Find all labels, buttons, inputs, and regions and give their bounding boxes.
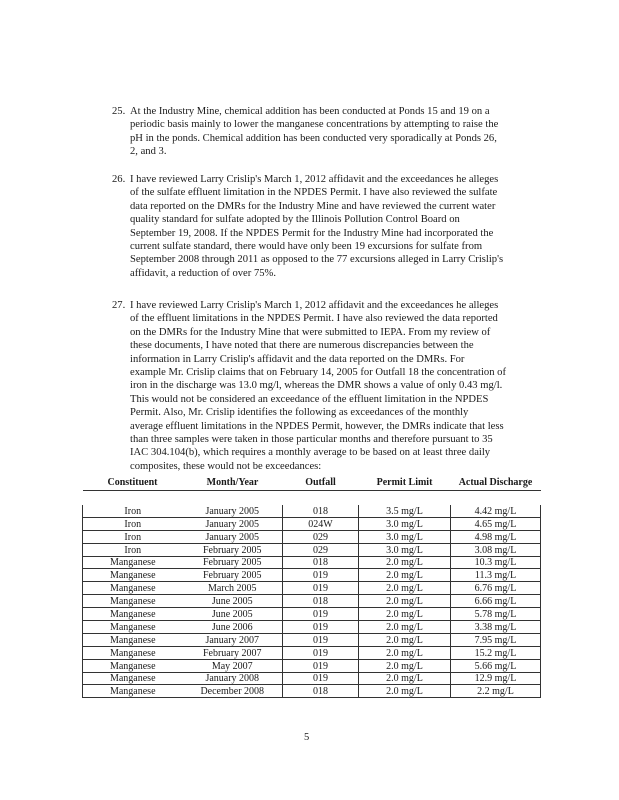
- text-line: example Mr. Crislip claims that on February 14, 2005 for Outfall 18 the concentration of: [130, 367, 506, 379]
- table-row: [83, 582, 541, 595]
- cell-actual-discharge: 3.08 mg/L: [451, 543, 541, 556]
- cell-outfall: 024W: [283, 517, 359, 530]
- cell-constituent: Manganese: [83, 556, 183, 569]
- cell-actual-discharge: 5.66 mg/L: [451, 659, 541, 672]
- cell-outfall: 019: [283, 672, 359, 685]
- text-line: data reported on the DMRs for the Industry Mine and have reviewed the current water: [130, 200, 496, 212]
- text-line: of the effluent limitations in the NPDES Permit. I have also reviewed the data reported: [130, 313, 498, 325]
- cell-actual-discharge: 4.65 mg/L: [451, 517, 541, 530]
- header-permit-limit: Permit Limit: [359, 474, 451, 491]
- cell-permit-limit: 3.5 mg/L: [359, 505, 451, 517]
- cell-permit-limit: 2.0 mg/L: [359, 672, 451, 685]
- text-line: quality standard for sulfate adopted by the Illinois Pollution Control Board on: [130, 214, 460, 226]
- cell-actual-discharge: 2.2 mg/L: [451, 685, 541, 698]
- table-row: [83, 659, 541, 672]
- cell-constituent: Manganese: [83, 633, 183, 646]
- text-line: affidavit, a reduction of over 75%.: [130, 267, 277, 279]
- cell-month-year: January 2007: [183, 633, 283, 646]
- cell-outfall: 019: [283, 569, 359, 582]
- text-line: information in Larry Crislip's affidavit and the data reported on the DMRs. For: [130, 353, 465, 365]
- cell-month-year: January 2005: [183, 530, 283, 543]
- cell-permit-limit: 2.0 mg/L: [359, 633, 451, 646]
- paragraph-text: [130, 299, 544, 473]
- cell-constituent: Iron: [83, 543, 183, 556]
- table-body: [83, 491, 541, 698]
- cell-actual-discharge: 4.98 mg/L: [451, 530, 541, 543]
- exceedance-table: [82, 474, 541, 698]
- table-row: [83, 543, 541, 556]
- cell-constituent: Manganese: [83, 672, 183, 685]
- text-line: of the sulfate effluent limitation in the NPDES Permit. I have also reviewed the sulfate: [130, 187, 498, 199]
- cell-permit-limit: 2.0 mg/L: [359, 569, 451, 582]
- table-row: [83, 530, 541, 543]
- paragraph-text: [130, 173, 544, 280]
- text-line: I have reviewed Larry Crislip's March 1, 2012 affidavit and the exceedances he alleges: [130, 300, 499, 311]
- cell-constituent: Iron: [83, 517, 183, 530]
- cell-actual-discharge: 10.3 mg/L: [451, 556, 541, 569]
- cell-month-year: March 2005: [183, 582, 283, 595]
- cell-actual-discharge: 3.38 mg/L: [451, 621, 541, 634]
- cell-outfall: 029: [283, 543, 359, 556]
- header-constituent: Constituent: [83, 474, 183, 491]
- cell-constituent: Manganese: [83, 595, 183, 608]
- text-line: Permit. Also, Mr. Crislip identifies the following as exceedances of the monthly: [130, 407, 469, 419]
- cell-actual-discharge: 5.78 mg/L: [451, 608, 541, 621]
- cell-outfall: 019: [283, 582, 359, 595]
- cell-outfall: 019: [283, 621, 359, 634]
- cell-permit-limit: 2.0 mg/L: [359, 646, 451, 659]
- cell-outfall: 018: [283, 556, 359, 569]
- cell-permit-limit: 3.0 mg/L: [359, 517, 451, 530]
- cell-outfall: 029: [283, 530, 359, 543]
- cell-month-year: December 2008: [183, 685, 283, 698]
- paragraph-text: [130, 105, 544, 159]
- cell-month-year: May 2007: [183, 659, 283, 672]
- table-row: [83, 646, 541, 659]
- text-line: pH in the ponds. Chemical addition has been conducted very sporadically at Ponds 26,: [130, 132, 497, 144]
- text-line: IAC 304.104(b), which requires a monthly average to be based on at least three daily: [130, 447, 491, 459]
- cell-constituent: Manganese: [83, 659, 183, 672]
- cell-actual-discharge: 6.76 mg/L: [451, 582, 541, 595]
- cell-constituent: Manganese: [83, 646, 183, 659]
- cell-permit-limit: 2.0 mg/L: [359, 685, 451, 698]
- cell-actual-discharge: 4.42 mg/L: [451, 505, 541, 517]
- text-line: composites, these would not be exceedances:: [130, 460, 322, 472]
- table-header-row: [83, 474, 541, 491]
- table-row: [83, 505, 541, 517]
- cell-actual-discharge: 12.9 mg/L: [451, 672, 541, 685]
- cell-month-year: February 2005: [183, 569, 283, 582]
- cell-outfall: 018: [283, 685, 359, 698]
- cell-month-year: January 2005: [183, 517, 283, 530]
- cell-permit-limit: 2.0 mg/L: [359, 608, 451, 621]
- header-outfall: Outfall: [283, 474, 359, 491]
- table-row: [83, 556, 541, 569]
- text-line: 2, and 3.: [130, 146, 167, 158]
- cell-outfall: 018: [283, 595, 359, 608]
- table-row: [83, 685, 541, 698]
- cell-month-year: January 2005: [183, 505, 283, 517]
- cell-month-year: January 2008: [183, 672, 283, 685]
- paragraph-number: 26.: [112, 174, 126, 185]
- cell-outfall: 019: [283, 646, 359, 659]
- cell-permit-limit: 2.0 mg/L: [359, 582, 451, 595]
- cell-month-year: June 2005: [183, 608, 283, 621]
- cell-permit-limit: 3.0 mg/L: [359, 543, 451, 556]
- cell-constituent: Iron: [83, 505, 183, 517]
- cell-month-year: February 2005: [183, 543, 283, 556]
- cell-permit-limit: 2.0 mg/L: [359, 659, 451, 672]
- cell-constituent: Manganese: [83, 569, 183, 582]
- table-row: [83, 608, 541, 621]
- text-line: these documents, I have noted that there are numerous discrepancies between the: [130, 340, 474, 352]
- cell-actual-discharge: 6.66 mg/L: [451, 595, 541, 608]
- cell-outfall: 018: [283, 505, 359, 517]
- text-line: periodic basis mainly to lower the manganese concentrations by attempting to raise the: [130, 119, 499, 131]
- cell-permit-limit: 2.0 mg/L: [359, 556, 451, 569]
- cell-constituent: Manganese: [83, 582, 183, 595]
- cell-permit-limit: 2.0 mg/L: [359, 595, 451, 608]
- text-line: At the Industry Mine, chemical addition has been conducted at Ponds 15 and 19 on a: [130, 106, 490, 117]
- header-month-year: Month/Year: [183, 474, 283, 491]
- cell-actual-discharge: 7.95 mg/L: [451, 633, 541, 646]
- text-line: current sulfate standard, there would have only been 19 excursions for sulfate from: [130, 241, 483, 253]
- table-row: [83, 621, 541, 634]
- text-line: on the DMRs for the Industry Mine that were submitted to IEPA. From my review of: [130, 326, 491, 338]
- table-row: [83, 672, 541, 685]
- cell-constituent: Manganese: [83, 608, 183, 621]
- header-actual-discharge: Actual Discharge: [451, 474, 541, 491]
- paragraph-number: 27.: [112, 300, 126, 311]
- cell-constituent: Manganese: [83, 685, 183, 698]
- text-line: September 2008 through 2011 as opposed to the 77 excursions alleged in Larry Crislip's: [130, 254, 504, 266]
- table-spacer-row: [83, 491, 541, 506]
- table-row: [83, 633, 541, 646]
- text-line: than three samples were taken in those particular months and therefore pursuant to 35: [130, 434, 493, 446]
- cell-outfall: 019: [283, 608, 359, 621]
- cell-month-year: June 2006: [183, 621, 283, 634]
- table-row: [83, 569, 541, 582]
- page-number: 5: [304, 732, 310, 743]
- cell-outfall: 019: [283, 633, 359, 646]
- cell-month-year: February 2005: [183, 556, 283, 569]
- cell-constituent: Iron: [83, 530, 183, 543]
- table-row: [83, 517, 541, 530]
- cell-outfall: 019: [283, 659, 359, 672]
- cell-permit-limit: 3.0 mg/L: [359, 530, 451, 543]
- text-line: I have reviewed Larry Crislip's March 1, 2012 affidavit and the exceedances he alleges: [130, 174, 499, 185]
- table-row: [83, 595, 541, 608]
- cell-constituent: Manganese: [83, 621, 183, 634]
- cell-permit-limit: 2.0 mg/L: [359, 621, 451, 634]
- text-line: iron in the discharge was 13.0 mg/l, whereas the DMR shows a value of only 0.43 mg/l.: [130, 380, 503, 392]
- text-line: September 19, 2008. If the NPDES Permit for the Industry Mine had incorporated the: [130, 227, 494, 239]
- cell-actual-discharge: 11.3 mg/L: [451, 569, 541, 582]
- text-line: average effluent limitations in the NPDES Permit, however, the DMRs indicate that less: [130, 420, 504, 432]
- cell-month-year: February 2007: [183, 646, 283, 659]
- text-line: This would not be considered an exceedance of the effluent limitation in the NPDES: [130, 393, 489, 405]
- cell-actual-discharge: 15.2 mg/L: [451, 646, 541, 659]
- paragraph-number: 25.: [112, 106, 126, 117]
- cell-month-year: June 2005: [183, 595, 283, 608]
